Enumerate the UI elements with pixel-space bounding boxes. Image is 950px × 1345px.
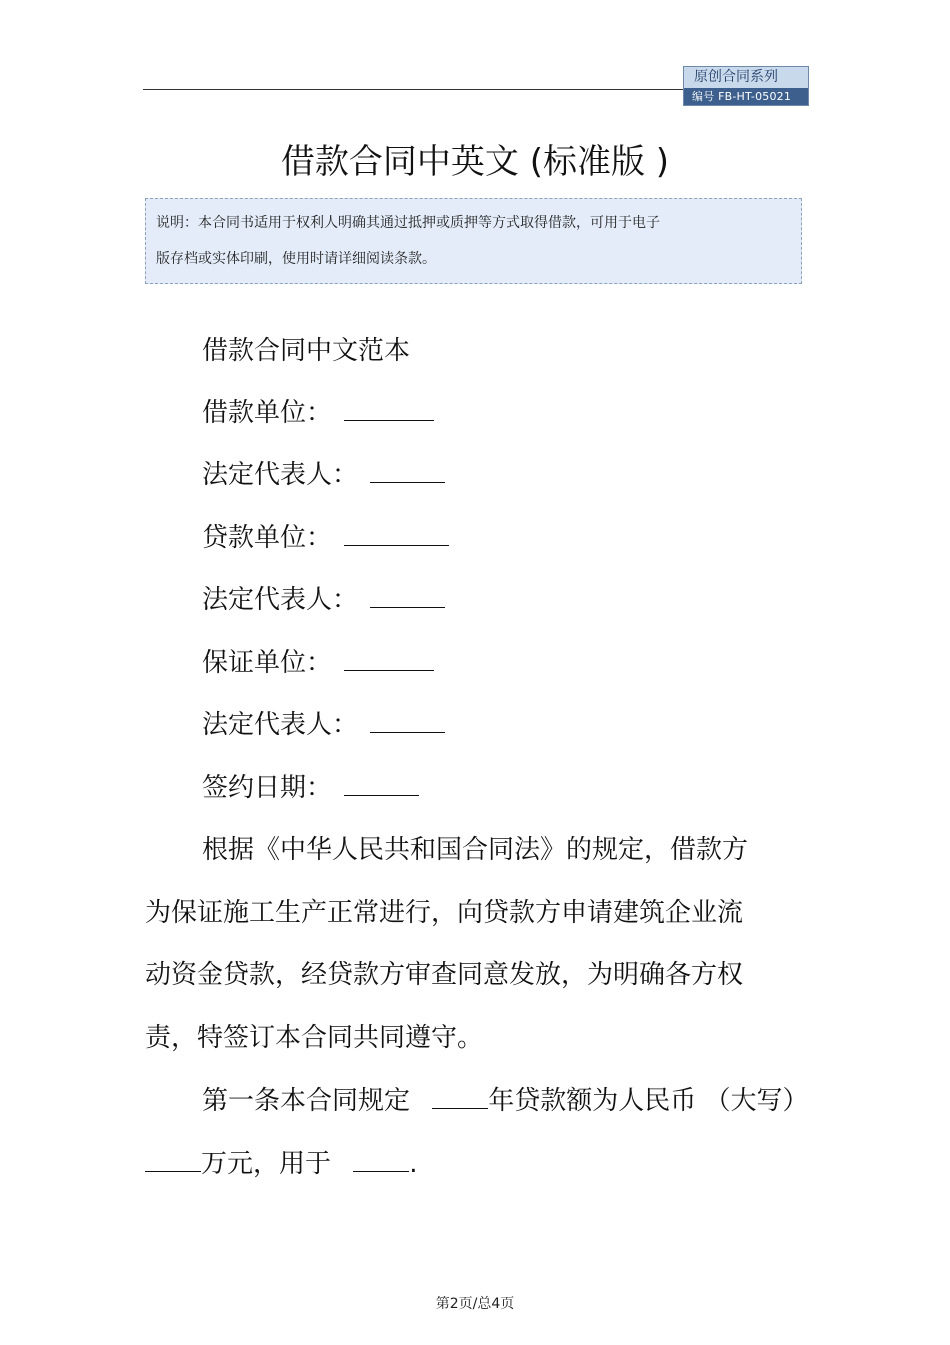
field-lender-rep — [202, 579, 445, 616]
blank-line — [145, 1149, 201, 1172]
document-title: 借款合同中英文 (标准版 ) — [280, 142, 670, 182]
field-lender — [202, 517, 449, 554]
field-label: 法定代表人： — [202, 710, 359, 740]
blank-line — [432, 1086, 488, 1109]
paragraph-line: 责，特签订本合同共同遵守。 — [145, 1023, 484, 1053]
note-line-1: 说明：本合同书适用于权利人明确其通过抵押或质押等方式取得借款，可用于电子 — [156, 215, 660, 231]
blank-line — [370, 585, 445, 608]
page-number: 第2页/总4页 — [435, 1296, 515, 1312]
field-borrower — [202, 392, 434, 429]
clause-text: 年贷款额为人民币 （大写） — [488, 1086, 809, 1116]
document-code: 编号 FB-HT-05021 — [684, 88, 808, 105]
clause-text: . — [409, 1149, 418, 1179]
blank-line — [370, 460, 445, 483]
usage-note — [145, 198, 802, 284]
clause-text: 第一条本合同规定 — [202, 1086, 411, 1116]
field-label: 贷款单位： — [202, 523, 333, 553]
series-badge — [683, 66, 809, 106]
clause-one-line-1 — [202, 1080, 809, 1117]
blank-line — [370, 710, 445, 733]
section-heading: 借款合同中文范本 — [202, 336, 411, 366]
blank-line — [344, 773, 419, 796]
field-sign-date — [202, 767, 419, 804]
series-label: 原创合同系列 — [684, 67, 808, 88]
clause-one-line-2 — [145, 1143, 418, 1180]
blank-line — [344, 523, 449, 546]
field-label: 保证单位： — [202, 648, 333, 678]
blank-line — [353, 1149, 409, 1172]
blank-line — [344, 398, 434, 421]
paragraph-line: 为保证施工生产正常进行，向贷款方申请建筑企业流 — [145, 898, 744, 928]
header-rule — [143, 89, 683, 90]
field-guarantor — [202, 642, 434, 679]
note-line-2: 版存档或实体印刷，使用时请详细阅读条款。 — [156, 251, 436, 267]
field-label: 法定代表人： — [202, 585, 359, 615]
clause-text: 万元，用于 — [201, 1149, 332, 1179]
field-guarantor-rep — [202, 704, 445, 741]
paragraph-line: 根据《中华人民共和国合同法》的规定，借款方 — [202, 835, 749, 865]
paragraph-line: 动资金贷款，经贷款方审查同意发放，为明确各方权 — [145, 960, 744, 990]
field-borrower-rep — [202, 454, 445, 491]
field-label: 签约日期： — [202, 773, 333, 803]
field-label: 借款单位： — [202, 398, 333, 428]
blank-line — [344, 648, 434, 671]
field-label: 法定代表人： — [202, 460, 359, 490]
